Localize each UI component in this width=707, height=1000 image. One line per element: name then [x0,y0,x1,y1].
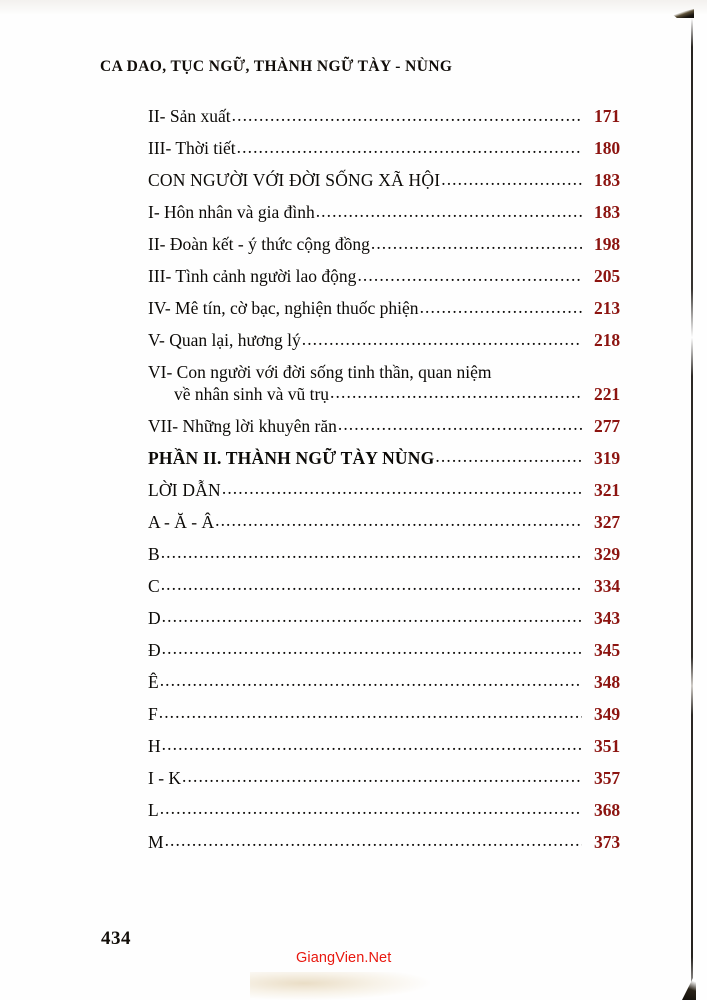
toc-entry[interactable] [148,172,620,190]
toc-entry-page-number: 327 [594,511,620,532]
toc-entry-label: F [148,703,158,724]
table-of-contents [148,108,620,866]
toc-entry-page-number: 368 [594,799,620,820]
toc-entry-page-number: 334 [594,575,620,596]
toc-leader-dots [371,236,582,254]
toc-leader-dots [162,610,582,628]
toc-entry-label: Ê [148,671,159,692]
toc-leader-dots [165,834,582,852]
toc-entry-page-number: 321 [594,479,620,500]
toc-entry-page-number: 171 [594,106,620,126]
toc-entry-page-number: 183 [594,170,620,190]
toc-leader-dots [302,332,582,350]
toc-entry-page-number: 218 [594,330,620,350]
toc-leader-dots [160,674,582,692]
toc-leader-dots [182,770,582,788]
toc-entry-page-number: 349 [594,703,620,724]
toc-entry[interactable] [148,108,620,126]
toc-entry-page-number: 198 [594,234,620,254]
toc-entry-label: IV- Mê tín, cờ bạc, nghiện thuốc phiện [148,298,419,318]
toc-entry-label: L [148,799,159,820]
toc-entry[interactable] [148,479,620,500]
toc-entry[interactable] [148,639,620,660]
book-page-edge-line [691,18,693,986]
toc-entry-label: I- Hôn nhân và gia đình [148,202,315,222]
toc-entry[interactable] [148,543,620,564]
toc-leader-dots [162,738,582,756]
toc-leader-dots [338,418,582,436]
scan-top-shading [0,0,707,14]
toc-entry-label: V- Quan lại, hương lý [148,330,301,350]
toc-entry-page-number: 319 [594,447,620,468]
toc-entry-label: III- Thời tiết [148,138,236,158]
toc-leader-dots [162,642,582,660]
toc-leader-dots [420,300,582,318]
toc-entry[interactable] [148,703,620,724]
toc-entry[interactable] [148,300,620,318]
running-head: CA DAO, TỤC NGỮ, THÀNH NGỮ TÀY - NÙNG [100,58,453,75]
toc-entry[interactable] [148,236,620,254]
toc-entry-page-number: 357 [594,767,620,788]
toc-entry[interactable] [148,268,620,286]
toc-leader-dots [159,706,582,724]
toc-entry-page-number: 277 [594,415,620,436]
toc-entry[interactable] [148,831,620,852]
toc-leader-dots [237,140,582,158]
toc-entry-label: M [148,831,164,852]
toc-entry-label: CON NGƯỜI VỚI ĐỜI SỐNG XÃ HỘI [148,170,441,190]
toc-entry-page-number: 345 [594,639,620,660]
toc-entry[interactable] [148,364,620,403]
toc-entry[interactable] [148,332,620,350]
toc-entry-page-number: 213 [594,298,620,318]
watermark-text: GiangVien.Net [296,950,392,966]
toc-entry[interactable] [148,607,620,628]
toc-entry-label: III- Tình cảnh người lao động [148,266,357,286]
toc-leader-dots [232,108,582,126]
toc-entry-label: Đ [148,639,161,660]
page-smudge [250,972,430,1000]
toc-entry[interactable] [148,140,620,158]
toc-entry[interactable] [148,671,620,692]
toc-entry-page-number: 221 [594,383,620,404]
toc-entry-page-number: 373 [594,831,620,852]
toc-entry-label: về nhân sinh và vũ trụ [174,383,330,404]
toc-entry-label: H [148,735,161,756]
toc-leader-dots [330,386,582,404]
toc-entry[interactable] [148,575,620,596]
toc-entry[interactable] [148,415,620,436]
toc-entry-label: VII- Những lời khuyên răn [148,415,337,436]
toc-leader-dots [161,546,582,564]
toc-entry-page-number: 329 [594,543,620,564]
toc-entry-label-line-2-row [148,383,620,404]
toc-entry[interactable] [148,767,620,788]
toc-entry-label: A - Ă - Â [148,511,215,532]
toc-leader-dots [160,802,582,820]
page-folio-number: 434 [101,928,131,949]
toc-entry-page-number: 351 [594,735,620,756]
toc-entry[interactable] [148,735,620,756]
toc-entry[interactable] [148,511,620,532]
toc-leader-dots [357,268,582,286]
toc-leader-dots [222,482,582,500]
toc-leader-dots [161,578,582,596]
toc-entry-label: PHẦN II. THÀNH NGỮ TÀY NÙNG [148,447,435,468]
toc-leader-dots [435,450,582,468]
book-corner-wedge-top [672,9,694,18]
toc-entry-label: LỜI DẪN [148,479,221,500]
book-corner-wedge-bottom [676,972,696,1000]
toc-entry-page-number: 180 [594,138,620,158]
toc-entry[interactable] [148,204,620,222]
toc-entry-label-line-1: VI- Con người với đời sống tinh thần, quan niệm [148,362,492,382]
toc-entry[interactable] [148,799,620,820]
toc-leader-dots [215,514,582,532]
toc-entry-page-number: 183 [594,202,620,222]
toc-entry-page-number: 343 [594,607,620,628]
toc-leader-dots [441,172,582,190]
toc-entry-label: C [148,575,160,596]
toc-leader-dots [316,204,582,222]
toc-entry-label: B [148,543,160,564]
toc-entry-page-number: 348 [594,671,620,692]
toc-entry-label: D [148,607,161,628]
toc-entry-label: I - K [148,767,182,788]
toc-entry-label: II- Đoàn kết - ý thức cộng đồng [148,234,370,254]
toc-entry-label: II- Sản xuất [148,106,231,126]
toc-entry-page-number: 205 [594,266,620,286]
toc-entry[interactable] [148,447,620,468]
